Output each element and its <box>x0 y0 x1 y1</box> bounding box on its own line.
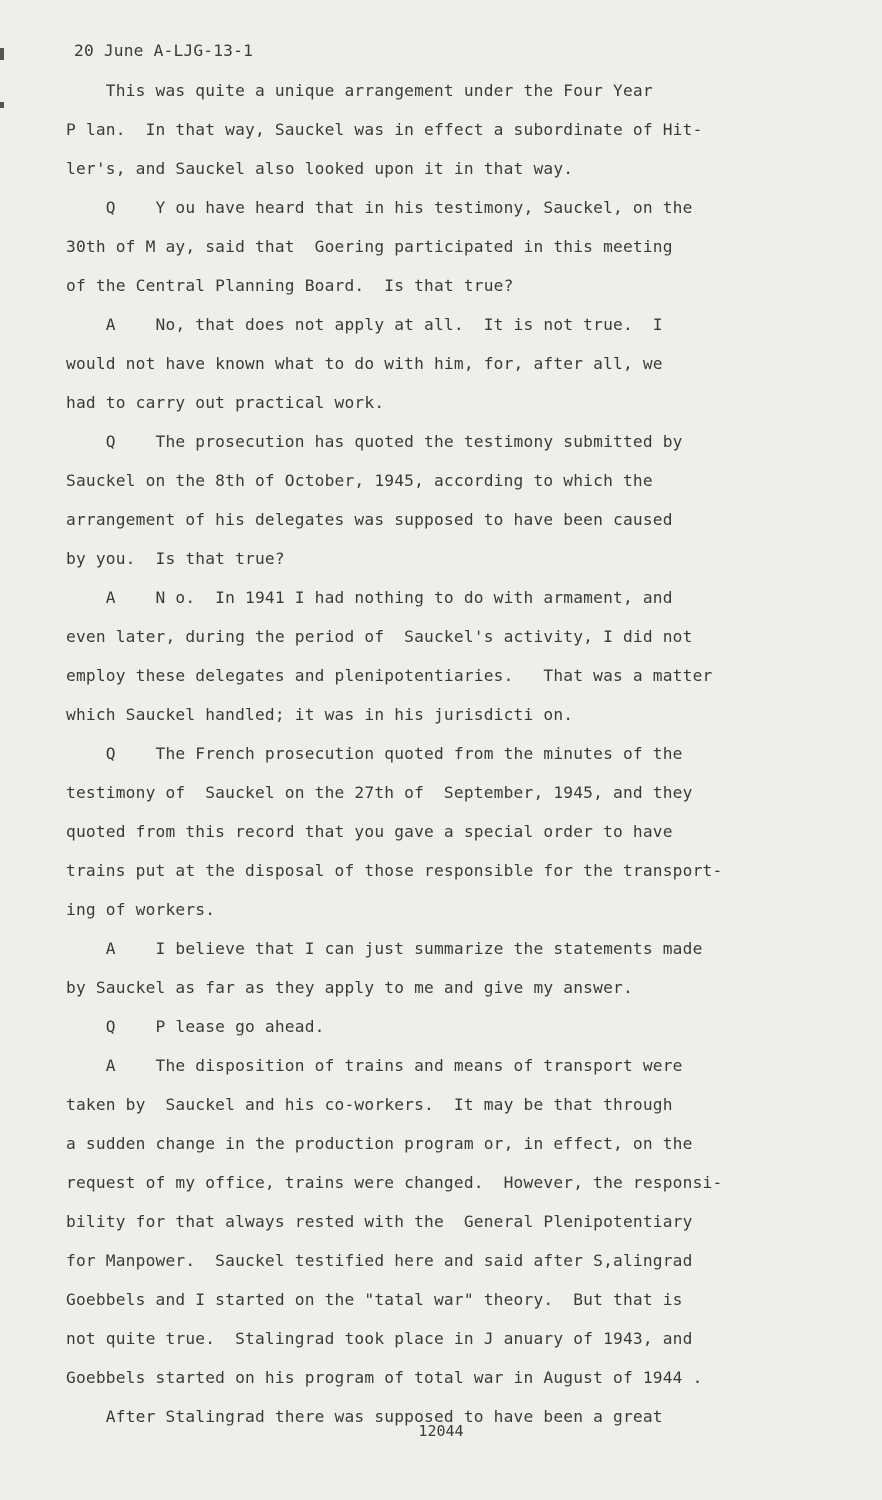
text-line: P lan. In that way, Sauckel was in effect a subordinate of Hit- <box>66 120 703 139</box>
punch-mark <box>0 102 4 108</box>
punch-mark <box>0 48 4 60</box>
text-line: by Sauckel as far as they apply to me and give my answer. <box>66 978 633 997</box>
text-line: taken by Sauckel and his co-workers. It may be that through <box>66 1095 673 1114</box>
text-line: not quite true. Stalingrad took place in J anuary of 1943, and <box>66 1329 693 1348</box>
text-line: Goebbels and I started on the "tatal war" theory. But that is <box>66 1290 683 1309</box>
text-line: Goebbels started on his program of total war in August of 1944 . <box>66 1368 703 1387</box>
text-line: trains put at the disposal of those responsible for the transport- <box>66 861 723 880</box>
text-line: A I believe that I can just summarize the statements made <box>66 939 703 958</box>
text-line: Q The prosecution has quoted the testimony submitted by <box>66 432 683 451</box>
text-line: After Stalingrad there was supposed to have been a great <box>66 1407 663 1426</box>
text-line: Q The French prosecution quoted from the minutes of the <box>66 744 683 763</box>
text-line: bility for that always rested with the General Plenipotentiary <box>66 1212 693 1231</box>
text-line: by you. Is that true? <box>66 549 285 568</box>
text-line: ing of workers. <box>66 900 216 919</box>
text-line: quoted from this record that you gave a special order to have <box>66 822 673 841</box>
text-line: had to carry out practical work. <box>66 393 385 412</box>
text-line: for Manpower. Sauckel testified here and said after S,alingrad <box>66 1251 693 1270</box>
page-header: 20 June A-LJG-13-1 <box>74 41 254 60</box>
text-line: request of my office, trains were changed. However, the responsi- <box>66 1173 723 1192</box>
text-line: even later, during the period of Sauckel's activity, I did not <box>66 627 693 646</box>
text-line: of the Central Planning Board. Is that true? <box>66 276 514 295</box>
text-line: arrangement of his delegates was supposed to have been caused <box>66 510 673 529</box>
text-line: ler's, and Sauckel also looked upon it in that way. <box>66 159 574 178</box>
text-line: Q P lease go ahead. <box>66 1017 325 1036</box>
text-line: which Sauckel handled; it was in his jurisdicti on. <box>66 705 574 724</box>
text-line: A N o. In 1941 I had nothing to do with armament, and <box>66 588 673 607</box>
text-line: A The disposition of trains and means of transport were <box>66 1056 683 1075</box>
page-number: 12044 <box>418 1422 464 1440</box>
text-line: This was quite a unique arrangement under the Four Year <box>66 81 653 100</box>
text-line: testimony of Sauckel on the 27th of September, 1945, and they <box>66 783 693 802</box>
text-line: employ these delegates and plenipotentiaries. That was a matter <box>66 666 713 685</box>
text-line: 30th of M ay, said that Goering participated in this meeting <box>66 237 673 256</box>
text-line: Sauckel on the 8th of October, 1945, according to which the <box>66 471 653 490</box>
text-line: a sudden change in the production program or, in effect, on the <box>66 1134 693 1153</box>
text-line: A No, that does not apply at all. It is not true. I <box>66 315 663 334</box>
text-line: would not have known what to do with him, for, after all, we <box>66 354 663 373</box>
text-line: Q Y ou have heard that in his testimony, Sauckel, on the <box>66 198 693 217</box>
